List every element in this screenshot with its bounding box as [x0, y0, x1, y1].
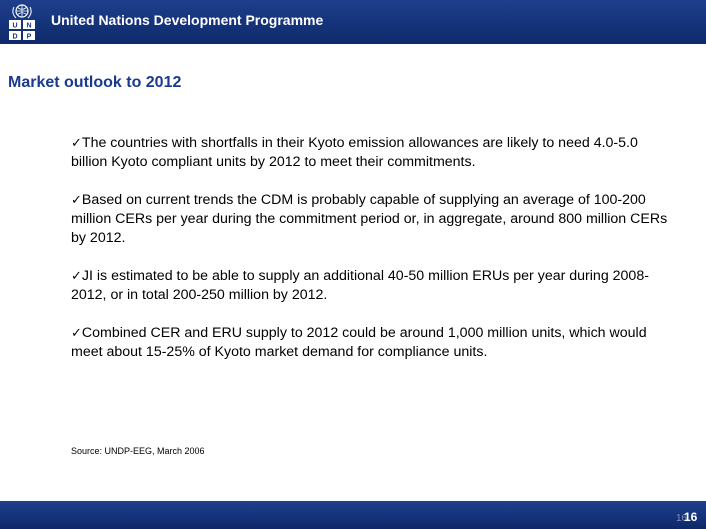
- slide-title: Market outlook to 2012: [8, 74, 182, 91]
- bullet-item: [71, 191, 671, 248]
- undp-logo-icon: [8, 3, 36, 40]
- bullet-text: Combined CER and ERU supply to 2012 could be around 1,000 million units, which would meet about 15-25% of Kyoto market demand for compliance units.: [71, 325, 647, 360]
- bullet-item: [71, 134, 671, 172]
- bullet-list: [71, 134, 671, 381]
- source-note: Source: UNDP-EEG, March 2006: [71, 446, 205, 456]
- bullet-item: [71, 324, 671, 362]
- bullet-item: [71, 267, 671, 305]
- svg-text:D: D: [12, 33, 18, 40]
- page-number-shadow: 16: [676, 513, 688, 524]
- bullet-text: Based on current trends the CDM is probably capable of supplying an average of 100-200 million CERs per year during the commitment period or, in aggregate, around 800 million CERs by 2012.: [71, 192, 668, 246]
- header-band: [0, 0, 706, 44]
- page-number: 16: [684, 510, 698, 524]
- bullet-text: The countries with shortfalls in their Kyoto emission allowances are likely to need 4.0-5.0 billion Kyoto compliant units by 2012 to meet their commitments.: [71, 135, 638, 170]
- checkmark-icon: ✓: [71, 136, 82, 151]
- svg-text:P: P: [26, 33, 32, 40]
- checkmark-icon: ✓: [71, 326, 82, 341]
- checkmark-icon: ✓: [71, 269, 82, 284]
- svg-text:U: U: [12, 22, 18, 30]
- svg-text:N: N: [26, 22, 32, 30]
- organization-name: United Nations Development Programme: [51, 12, 324, 28]
- footer-band: [0, 501, 706, 529]
- bullet-text: JI is estimated to be able to supply an additional 40-50 million ERUs per year during 2008-2012, or in total 200-250 million by 2012.: [71, 268, 649, 303]
- checkmark-icon: ✓: [71, 193, 82, 208]
